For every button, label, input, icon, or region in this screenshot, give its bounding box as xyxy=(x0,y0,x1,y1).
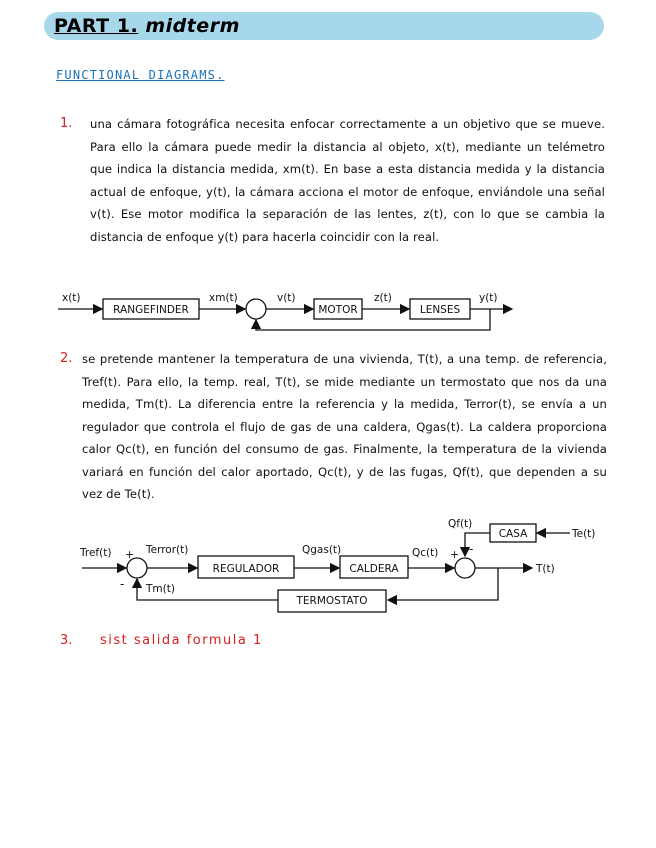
signal-qf-label: Qf(t) xyxy=(448,518,473,530)
diagram-2-labels xyxy=(79,518,595,607)
problem-2-number: 2. xyxy=(60,351,73,366)
block-termostato-label: TERMOSTATO xyxy=(296,595,368,607)
signal-x-label: x(t) xyxy=(62,292,81,304)
sign-tref-plus: + xyxy=(125,548,135,561)
signal-terror-label: Terror(t) xyxy=(146,544,189,556)
summing-junction-3 xyxy=(455,558,475,578)
problem-3-number: 3. xyxy=(60,633,73,648)
sign-tm-minus: - xyxy=(120,577,125,591)
signal-xm-label: xm(t) xyxy=(209,292,238,304)
problem-1-text: una cámara fotográfica necesita enfocar correctamente a un objetivo que se mueve. Para ello la cámara puede medir la distancia al objeto, x(t), mediante un telémetro que indica la distancia medida, xm(t). En base a esta distancia medida y la distancia actual de enfoque, y(t), la cámara acciona el motor de enfoque, enviándole una señal v(t). Ese motor modifica la separación de las lentes, z(t), con lo que se cambia la distancia de enfoque y(t) para hacerla coincidir con la real. xyxy=(90,117,605,244)
signal-y-label: y(t) xyxy=(479,292,498,304)
signal-tm-label: Tm(t) xyxy=(146,583,175,595)
problem-3-text: sist salida formula 1 xyxy=(100,633,263,648)
problem-2-text: se pretende mantener la temperatura de una vivienda, T(t), a una temp. de referencia, Tref(t). Para ello, la temp. real, T(t), se mide mediante un termostato que nos da una medida, Tm(t). La diferencia entre la referencia y la medida, Terror(t), se envía a un regulador que controla el flujo de gas de una caldera, Qgas(t). La caldera proporciona calor Qc(t), en función del consumo de gas. Finalmente, la temperatura de la vivienda variará en función del calor aportado, Qc(t), y de las fugas, Qf(t), que dependen a su vez de Te(t). xyxy=(82,352,607,501)
block-rangefinder-label: RANGEFINDER xyxy=(113,304,189,316)
title-word: midterm xyxy=(145,15,240,37)
sign-qf-minus: - xyxy=(469,542,474,556)
title-part-label: PART 1. xyxy=(54,15,139,37)
signal-te-label: Te(t) xyxy=(572,528,596,540)
block-lenses-label: LENSES xyxy=(419,304,461,316)
block-casa-label: CASA xyxy=(498,528,528,540)
signal-v-label: v(t) xyxy=(277,292,296,304)
sign-qc-plus: + xyxy=(450,548,460,561)
block-caldera-label: CALDERA xyxy=(349,563,399,575)
problem-1-number: 1. xyxy=(60,116,73,131)
signal-qc-label: Qc(t) xyxy=(412,547,439,559)
summing-junction-2 xyxy=(127,558,147,578)
block-regulador-label: REGULADOR xyxy=(212,563,280,575)
signal-z-label: z(t) xyxy=(374,292,392,304)
signal-tref-label: Tref(t) xyxy=(80,547,112,559)
signal-t-label: T(t) xyxy=(536,563,555,575)
diagram-1-labels xyxy=(62,292,498,316)
section-heading: FUNCTIONAL DIAGRAMS. xyxy=(56,68,225,82)
block-motor-label: MOTOR xyxy=(318,304,358,316)
summing-junction-1 xyxy=(246,299,266,319)
signal-qgas-label: Qgas(t) xyxy=(302,544,342,556)
